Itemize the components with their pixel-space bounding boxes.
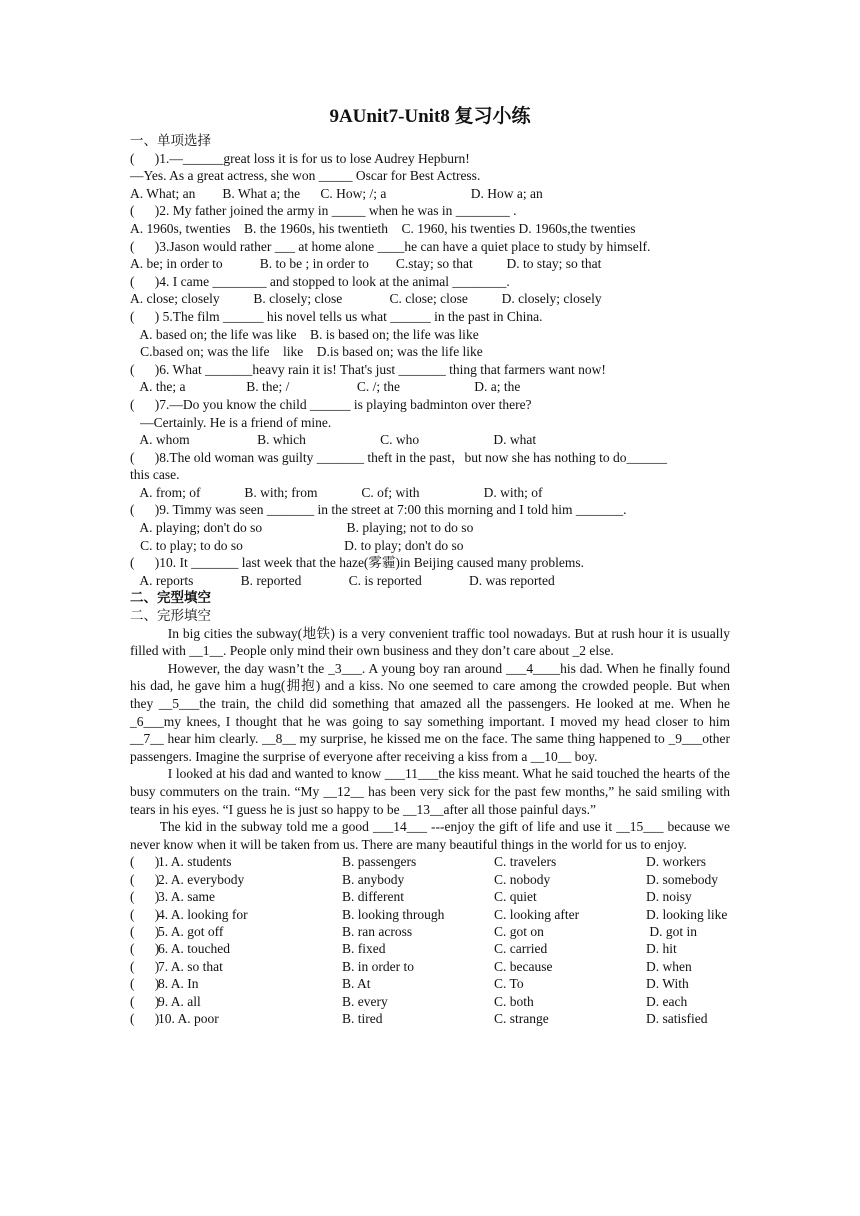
page-title: 9AUnit7-Unit8 复习小练 xyxy=(329,106,531,127)
option-c: C. travelers xyxy=(494,854,557,870)
option-a: 1. A. students xyxy=(158,854,232,870)
option-c: C. because xyxy=(494,958,553,974)
question-line: ( )10. It _______ last week that the haze(雾霾)in Beijing caused many problems. xyxy=(130,555,585,571)
answer-blank: ( ) xyxy=(130,906,160,922)
option-row xyxy=(130,940,730,957)
option-a: 4. A. looking for xyxy=(158,906,248,922)
question-line: ( )2. My father joined the army in _____ when he was in ________ . xyxy=(130,203,517,219)
option-c: C. nobody xyxy=(494,871,551,887)
option-b: B. passengers xyxy=(342,854,417,870)
option-a: 3. A. same xyxy=(158,889,215,905)
option-b: B. At xyxy=(342,976,371,992)
option-c: C. strange xyxy=(494,1011,549,1026)
passage-paragraph: I looked at his dad and wanted to know ___11___the kiss meant. What he said touched the hearts of the busy commuters on the train. “My __12__ has been very sick for the past few months,” he said smiling with tears in his eyes. “I guess he is just so happy to be __13__after all those painful days.” xyxy=(130,766,730,817)
option-c: C. quiet xyxy=(494,889,537,905)
question-line: ( )6. What _______heavy rain it is! That's just _______ thing that farmers want now! xyxy=(130,361,606,377)
question-line: ( )4. I came ________ and stopped to look at the animal ________. xyxy=(130,273,510,289)
option-b: B. fixed xyxy=(342,941,386,957)
answer-blank: ( ) xyxy=(130,958,160,974)
option-row xyxy=(130,1010,730,1027)
passage-paragraph: In big cities the subway(地铁) is a very convenient traffic tool nowadays. But at rush hour it is usually filled with __1__. People only mind their own business and they don’t care about _2 else. xyxy=(130,625,730,659)
answer-blank: ( ) xyxy=(130,993,160,1009)
question-line: A. the; a B. the; / C. /; the D. a; the xyxy=(130,379,521,395)
option-row xyxy=(130,888,730,905)
worksheet-page xyxy=(130,104,730,1027)
option-b: B. ran across xyxy=(342,923,413,939)
question-line: ( )3.Jason would rather ___ at home alone ____he can have a quiet place to study by himself. xyxy=(130,238,651,254)
question-line: A. based on; the life was like B. is based on; the life was like xyxy=(130,326,479,342)
option-a: 6. A. touched xyxy=(158,941,230,957)
option-c: C. looking after xyxy=(494,906,580,922)
answer-blank: ( ) xyxy=(130,923,160,939)
question-line: A. be; in order to B. to be ; in order to C.stay; so that D. to stay; so that xyxy=(130,256,602,272)
question-line: —Yes. As a great actress, she won _____ Oscar for Best Actress. xyxy=(130,168,481,184)
section2-heading: 二、完形填空 xyxy=(130,608,211,624)
option-b: B. tired xyxy=(342,1011,383,1026)
question-line: ( )8.The old woman was guilty _______ theft in the past，but now she has nothing to do______ xyxy=(130,449,667,465)
question-line: ( )7.—Do you know the child ______ is playing badminton over there? xyxy=(130,396,532,412)
option-d: D. noisy xyxy=(646,889,692,905)
option-b: B. different xyxy=(342,889,404,905)
option-d: D. when xyxy=(646,958,692,974)
option-row xyxy=(130,958,730,975)
answer-blank: ( ) xyxy=(130,1011,160,1026)
question-line: A. reports B. reported C. is reported D. was reported xyxy=(130,572,555,588)
question-line: this case. xyxy=(130,467,180,483)
answer-blank: ( ) xyxy=(130,854,160,870)
answer-blank: ( ) xyxy=(130,941,160,957)
option-row xyxy=(130,853,730,870)
passage-paragraph: The kid in the subway told me a good ___14___ ---enjoy the gift of life and use it __15___ because we never know when it will be taken from us. There are many beautiful things in the world for us to enjoy. xyxy=(130,819,730,852)
question-line: A. 1960s, twenties B. the 1960s, his twentieth C. 1960, his twenties D. 1960s,the twenties xyxy=(130,220,636,236)
passage-paragraph: However, the day wasn’t the _3___. A young boy ran around ___4____his dad. When he finally found his dad, he gave him a hug(拥抱) and a kiss. No one seemed to care among the crowded people. But when they __5___the train, the child did something that amazed all the passengers. He looked at me. When he _6___my knees, I thought that he was going to say something important. I moved my head closer to him __7__ hear him clearly. __8__ my surprise, he kissed me on the face. The same thing happened to _9___other passengers. Imagine the surprise of everyone after receiving a kiss from a __10__ boy. xyxy=(130,660,730,764)
option-d: D. hit xyxy=(646,941,677,957)
option-row xyxy=(130,923,730,940)
option-a: 8. A. In xyxy=(158,976,199,992)
option-d: D. looking like xyxy=(646,906,728,922)
option-d: D. workers xyxy=(646,854,706,870)
question-line: C.based on; was the life like D.is based on; was the life like xyxy=(130,344,483,360)
option-d: D. somebody xyxy=(646,871,718,887)
option-a: 10. A. poor xyxy=(158,1011,219,1026)
cloze-passage xyxy=(130,625,730,854)
question-line: A. from; of B. with; from C. of; with D. with; of xyxy=(130,484,543,500)
option-b: B. looking through xyxy=(342,906,445,922)
answer-blank: ( ) xyxy=(130,889,160,905)
option-row xyxy=(130,871,730,888)
option-b: B. every xyxy=(342,993,388,1009)
question-line: —Certainly. He is a friend of mine. xyxy=(130,414,332,430)
option-c: C. carried xyxy=(494,941,548,957)
section2-heading-bold: 二、完型填空 xyxy=(130,590,211,606)
option-a: 9. A. all xyxy=(158,993,201,1009)
option-row xyxy=(130,975,730,992)
option-d: D. satisfied xyxy=(646,1011,708,1026)
answer-blank: ( ) xyxy=(130,871,160,887)
multiple-choice-section xyxy=(130,150,730,590)
option-row xyxy=(130,906,730,923)
option-row xyxy=(130,993,730,1010)
option-d: D. got in xyxy=(646,923,698,939)
option-d: D. each xyxy=(646,993,688,1009)
option-a: 2. A. everybody xyxy=(158,871,245,887)
question-line: A. playing; don't do so B. playing; not to do so xyxy=(130,520,474,536)
option-b: B. in order to xyxy=(342,958,414,974)
question-line: A. whom B. which C. who D. what xyxy=(130,432,537,448)
question-line: ( ) 5.The film ______ his novel tells us what ______ in the past in China. xyxy=(130,308,543,324)
answer-blank: ( ) xyxy=(130,976,160,992)
question-line: A. close; closely B. closely; close C. close; close D. closely; closely xyxy=(130,291,602,307)
option-a: 5. A. got off xyxy=(158,923,224,939)
question-line: A. What; an B. What a; the C. How; /; a D. How a; an xyxy=(130,185,543,201)
option-c: C. both xyxy=(494,993,534,1009)
option-a: 7. A. so that xyxy=(158,958,223,974)
option-d: D. With xyxy=(646,976,689,992)
option-c: C. got on xyxy=(494,923,544,939)
option-c: C. To xyxy=(494,976,524,992)
cloze-options xyxy=(130,853,730,1027)
option-b: B. anybody xyxy=(342,871,405,887)
question-line: ( )1.—______great loss it is for us to lose Audrey Hepburn! xyxy=(130,150,470,166)
section1-heading: 一、单项选择 xyxy=(130,133,211,148)
question-line: ( )9. Timmy was seen _______ in the street at 7:00 this morning and I told him _______. xyxy=(130,502,627,518)
question-line: C. to play; to do so D. to play; don't do so xyxy=(130,537,464,553)
